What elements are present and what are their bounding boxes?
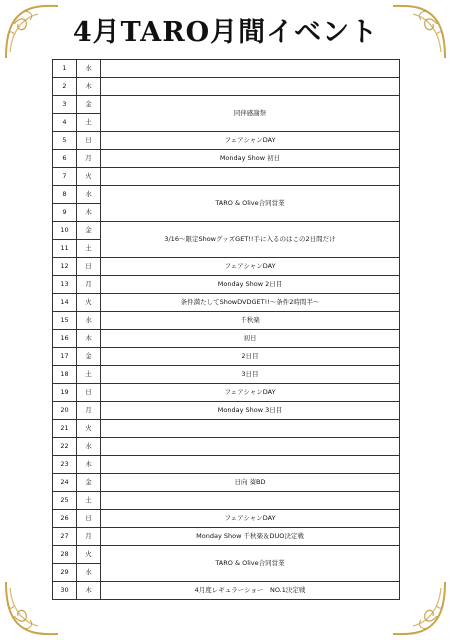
event-cell bbox=[101, 78, 400, 96]
day-number: 8 bbox=[53, 186, 77, 204]
day-number: 28 bbox=[53, 546, 77, 564]
weekday: 日 bbox=[77, 258, 101, 276]
weekday: 金 bbox=[77, 348, 101, 366]
event-cell: フェアシャンDAY bbox=[101, 132, 400, 150]
weekday: 火 bbox=[77, 294, 101, 312]
weekday: 水 bbox=[77, 564, 101, 582]
event-cell: Monday Show 3日目 bbox=[101, 402, 400, 420]
page-title: 4月TARO月間イベント bbox=[72, 17, 379, 48]
day-number: 11 bbox=[53, 240, 77, 258]
weekday: 火 bbox=[77, 420, 101, 438]
table-row bbox=[53, 348, 400, 366]
weekday: 日 bbox=[77, 132, 101, 150]
weekday: 木 bbox=[77, 456, 101, 474]
event-cell: TARO & Olive合同営業 bbox=[101, 186, 400, 222]
weekday: 土 bbox=[77, 114, 101, 132]
day-number: 4 bbox=[53, 114, 77, 132]
day-number: 10 bbox=[53, 222, 77, 240]
day-number: 2 bbox=[53, 78, 77, 96]
weekday: 金 bbox=[77, 222, 101, 240]
event-cell: 日向 葵BD bbox=[101, 474, 400, 492]
table-row bbox=[53, 366, 400, 384]
weekday: 水 bbox=[77, 186, 101, 204]
table-row bbox=[53, 510, 400, 528]
weekday: 木 bbox=[77, 204, 101, 222]
weekday: 月 bbox=[77, 402, 101, 420]
day-number: 29 bbox=[53, 564, 77, 582]
weekday: 月 bbox=[77, 528, 101, 546]
event-cell: 千秋楽 bbox=[101, 312, 400, 330]
day-number: 18 bbox=[53, 366, 77, 384]
day-number: 23 bbox=[53, 456, 77, 474]
day-number: 6 bbox=[53, 150, 77, 168]
event-cell bbox=[101, 492, 400, 510]
day-number: 19 bbox=[53, 384, 77, 402]
weekday: 日 bbox=[77, 510, 101, 528]
event-cell: TARO & Olive合同営業 bbox=[101, 546, 400, 582]
table-row bbox=[53, 132, 400, 150]
day-number: 1 bbox=[53, 60, 77, 78]
table-row bbox=[53, 276, 400, 294]
day-number: 7 bbox=[53, 168, 77, 186]
table-row bbox=[53, 60, 400, 78]
event-cell: Monday Show 初日 bbox=[101, 150, 400, 168]
day-number: 14 bbox=[53, 294, 77, 312]
day-number: 17 bbox=[53, 348, 77, 366]
weekday: 金 bbox=[77, 474, 101, 492]
table-row bbox=[53, 312, 400, 330]
day-number: 12 bbox=[53, 258, 77, 276]
weekday: 水 bbox=[77, 312, 101, 330]
table-row bbox=[53, 168, 400, 186]
table-row bbox=[53, 330, 400, 348]
table-row bbox=[53, 258, 400, 276]
day-number: 25 bbox=[53, 492, 77, 510]
day-number: 3 bbox=[53, 96, 77, 114]
event-calendar-table bbox=[52, 59, 400, 600]
table-row bbox=[53, 150, 400, 168]
day-number: 24 bbox=[53, 474, 77, 492]
event-cell: 3日目 bbox=[101, 366, 400, 384]
day-number: 26 bbox=[53, 510, 77, 528]
weekday: 日 bbox=[77, 384, 101, 402]
weekday: 月 bbox=[77, 150, 101, 168]
table-row bbox=[53, 438, 400, 456]
table-row bbox=[53, 186, 400, 204]
table-row bbox=[53, 456, 400, 474]
weekday: 水 bbox=[77, 438, 101, 456]
event-cell: フェアシャンDAY bbox=[101, 510, 400, 528]
event-cell: 初日 bbox=[101, 330, 400, 348]
table-row bbox=[53, 492, 400, 510]
event-cell: Monday Show 2日目 bbox=[101, 276, 400, 294]
event-cell: 3/16〜限定ShowグッズGET!!手に入るのはこの2日間だけ bbox=[101, 222, 400, 258]
event-cell bbox=[101, 420, 400, 438]
weekday: 木 bbox=[77, 78, 101, 96]
event-cell bbox=[101, 168, 400, 186]
table-row bbox=[53, 420, 400, 438]
event-cell: 同伴感謝祭 bbox=[101, 96, 400, 132]
day-number: 21 bbox=[53, 420, 77, 438]
table-row bbox=[53, 474, 400, 492]
weekday: 月 bbox=[77, 276, 101, 294]
event-cell bbox=[101, 438, 400, 456]
day-number: 22 bbox=[53, 438, 77, 456]
weekday: 木 bbox=[77, 582, 101, 600]
table-row bbox=[53, 528, 400, 546]
weekday: 木 bbox=[77, 330, 101, 348]
weekday: 土 bbox=[77, 492, 101, 510]
table-row bbox=[53, 222, 400, 240]
event-cell: 条件満たしてShowDVDGET!!〜条件2時間半〜 bbox=[101, 294, 400, 312]
event-cell: フェアシャンDAY bbox=[101, 258, 400, 276]
day-number: 16 bbox=[53, 330, 77, 348]
table-row bbox=[53, 294, 400, 312]
table-row bbox=[53, 384, 400, 402]
event-cell bbox=[101, 456, 400, 474]
event-cell: フェアシャンDAY bbox=[101, 384, 400, 402]
day-number: 5 bbox=[53, 132, 77, 150]
day-number: 27 bbox=[53, 528, 77, 546]
weekday: 火 bbox=[77, 546, 101, 564]
table-row bbox=[53, 546, 400, 564]
day-number: 30 bbox=[53, 582, 77, 600]
weekday: 水 bbox=[77, 60, 101, 78]
event-cell: 2日目 bbox=[101, 348, 400, 366]
weekday: 火 bbox=[77, 168, 101, 186]
event-cell: Monday Show 千秋楽＆DUO決定戦 bbox=[101, 528, 400, 546]
event-cell bbox=[101, 60, 400, 78]
table-row bbox=[53, 96, 400, 114]
day-number: 15 bbox=[53, 312, 77, 330]
table-row bbox=[53, 402, 400, 420]
weekday: 土 bbox=[77, 240, 101, 258]
day-number: 20 bbox=[53, 402, 77, 420]
weekday: 金 bbox=[77, 96, 101, 114]
day-number: 13 bbox=[53, 276, 77, 294]
table-row bbox=[53, 582, 400, 600]
weekday: 土 bbox=[77, 366, 101, 384]
event-cell: 4月度レギュラーショー NO.1決定戦 bbox=[101, 582, 400, 600]
day-number: 9 bbox=[53, 204, 77, 222]
table-row bbox=[53, 78, 400, 96]
